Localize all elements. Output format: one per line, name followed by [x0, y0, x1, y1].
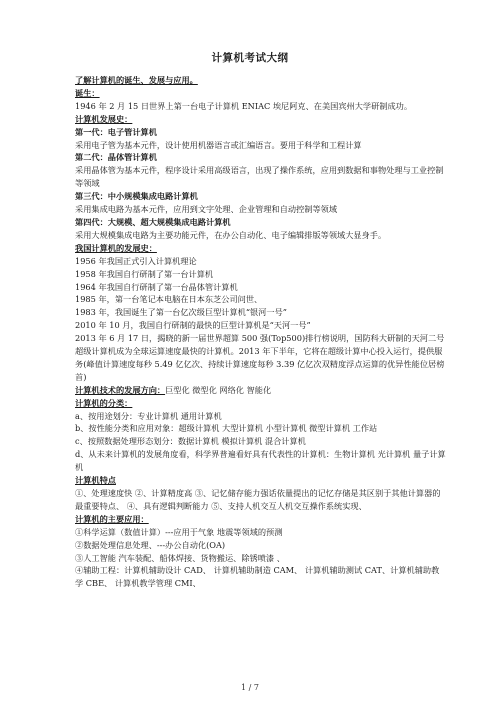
china-item: 1964 年我国自行研制了第一台晶体管计算机 — [75, 281, 238, 292]
application-item: ①科学运算（数值计算）---应用于气象 地震等领域的预测 — [75, 526, 283, 537]
china-item: 1956 年我国正式引入计算机理论 — [75, 255, 197, 266]
china-item: 1985 年，第一台笔记本电脑在日本东芝公司问世、 — [75, 294, 263, 305]
document-body — [75, 74, 447, 590]
classification-item: d、从未来计算机的发展角度看，科学界普遍看好具有代表性的计算机：生物计算机 光计算机 量子计算机 — [75, 449, 446, 473]
application-item: ②数据处理信息处理、---办公自动化(OA) — [75, 539, 226, 550]
applications-heading: 计算机的主要应用： — [75, 513, 149, 524]
features-text: ①、处理速度快 ②、计算精度高 ③、记忆储存能力强话依量提出的记忆存储是其区别于其他计算器的最重要特点、 ④、具有逻辑判断能力 ⑤、支持人机交互人机交互操作系统实现、 — [75, 488, 441, 511]
classification-item: c、按照数据处理形态划分：数据计算机 模拟计算机 混合计算机 — [75, 436, 306, 447]
china-item: 1958 年我国自行研制了第一台计算机 — [75, 268, 214, 279]
gen2-title: 第二代：晶体管计算机 — [75, 152, 157, 163]
direction-heading: 计算机技术的发展方向： — [75, 384, 166, 395]
classification-item: b、按性能分类和应用对象：超级计算机 大型计算机 小型计算机 微型计算机 工作站 — [75, 423, 378, 434]
history-heading: 计算机发展史： — [75, 113, 133, 124]
birth-label: 诞生： — [75, 87, 100, 98]
gen3-title: 第三代：中小规模集成电路计算机 — [75, 191, 198, 202]
classification-item: a、按用途划分：专业计算机 通用计算机 — [75, 410, 222, 421]
birth-text: 1946 年 2 月 15 日世界上第一台电子计算机 ENIAC 埃尼阿克、在美国宾州大学研制成功。 — [75, 100, 413, 111]
gen4-title: 第四代：大规模、超大规模集成电路计算机 — [75, 216, 231, 227]
china-item: 1983 年，我国诞生了第一台亿次级巨型计算机“银河一号” — [75, 307, 287, 318]
direction-text: 巨型化 微型化 网络化 智能化 — [165, 384, 272, 395]
gen3-text: 采用集成电路为基本元件，应用到文字处理、企业管理和自动控制等领域 — [75, 204, 338, 215]
classification-heading: 计算机的分类： — [75, 397, 133, 408]
gen4-text: 采用大规模集成电路为主要功能元件，在办公自动化、电子编辑排版等领域大显身手。 — [75, 229, 387, 240]
page-number: 1 / 7 — [241, 683, 259, 692]
features-heading: 计算机特点 — [75, 475, 116, 486]
gen1-title: 第一代：电子管计算机 — [75, 126, 157, 137]
application-item: ④辅助工程：计算机辅助设计 CAD、 计算机辅助制造 CAM、 计算机辅助测试 CAT、计算机辅助教学 CBE、 计算机教学管理 CMI、 — [75, 565, 440, 589]
application-item: ③人工智能 汽车装配、船体焊接、货物搬运、除锈喷漆 、 — [75, 552, 285, 563]
gen1-text: 采用电子管为基本元件，设计使用机器语言或汇编语言。要用于科学和工程计算 — [75, 139, 362, 150]
direction-line — [75, 384, 447, 397]
document-title: 计算机考试大纲 — [211, 52, 289, 64]
china-item: 2013 年 6 月 17 日，揭晓的新一届世界超算 500 强(Top500)排行榜说明，国防科大研制的天河二号超级计算机成为全球运算速度最快的计算机。2013 年下半年，它将在超级计算中心投入运行，提供服务(峰值计算速度每秒 5.49 亿亿次、持续计算速度每秒 3.39 亿亿次双精度浮点运算的优异性能位居榜首) — [75, 333, 445, 382]
gen2-text: 采用晶体管为基本元件，程序设计采用高级语言，出现了操作系统，应用到数据和事物处理与工业控制等领域 — [75, 165, 444, 189]
china-item: 2010 年 10 月，我国自行研制的最快的巨型计算机是“天河一号” — [75, 320, 311, 331]
intro-heading: 了解计算机的诞生、发展与应用。 — [75, 75, 198, 85]
china-heading: 我国计算机的发展史： — [75, 242, 157, 253]
